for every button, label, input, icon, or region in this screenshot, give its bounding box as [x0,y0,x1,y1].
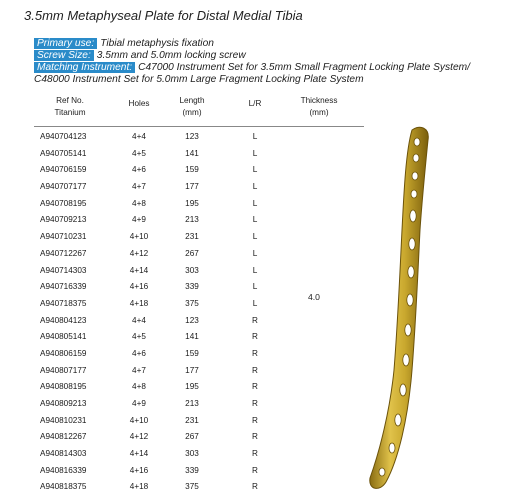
lr-cell: R [252,382,258,392]
holes-cell: 4+5 [132,148,146,158]
ref-cell: A940810231 [40,415,87,425]
length-cell: 195 [185,382,199,392]
length-cell: 123 [185,132,199,141]
table-row [34,179,364,196]
ref-cell: A940709213 [40,215,87,225]
table-row [34,229,364,246]
holes-cell: 4+10 [129,232,149,242]
holes-cell: 4+14 [129,265,149,275]
ref-cell: A940707177 [40,182,87,192]
plate-body [370,127,428,488]
holes-cell: 4+4 [132,315,146,325]
length-cell: 195 [185,198,199,208]
holes-cell: 4+7 [132,365,146,375]
table-row [34,246,364,263]
ref-cell: A940806159 [40,348,87,358]
lr-cell: R [252,332,258,342]
length-cell: 267 [185,248,199,258]
lr-cell: L [252,232,258,242]
lr-cell: R [252,465,258,475]
holes-cell: 4+18 [129,298,149,308]
lr-cell: L [252,298,258,308]
holes-cell: 4+6 [132,165,146,175]
length-cell: 141 [185,332,199,342]
lr-cell: R [252,348,258,358]
header-ref-line2: Titanium [54,108,86,117]
matching-instrument-text-2: C48000 Instrument Set for 5.0mm Large Fragment Locking Plate System [34,74,364,85]
plate-illustration [360,120,480,495]
holes-cell: 4+16 [129,282,149,292]
length-cell: 303 [185,265,199,275]
length-cell: 339 [185,465,199,475]
ref-cell: A940704123 [40,132,87,141]
table-row [34,212,364,229]
ref-cell: A940818375 [40,482,87,492]
holes-cell: 4+8 [132,198,146,208]
table-row [34,446,364,463]
holes-cell: 4+9 [132,215,146,225]
table-row [34,313,364,330]
plate-image [360,120,480,495]
table-row [34,396,364,413]
ref-cell: A940706159 [40,165,87,175]
header-length-line1: Length [179,96,205,105]
header-ref-no [34,95,106,119]
screw-size-tag: Screw Size: [34,50,94,61]
table-row [34,263,364,280]
lr-cell: L [252,215,258,225]
ref-cell: A940705141 [40,148,87,158]
length-cell: 231 [185,232,199,242]
ref-cell: A940816339 [40,465,87,475]
holes-cell: 4+16 [129,465,149,475]
ref-cell: A940716339 [40,282,87,292]
table-row [34,429,364,446]
holes-cell: 4+18 [129,482,149,492]
lr-cell: L [252,248,258,258]
header-lr: L/R [248,99,262,108]
holes-cell: 4+12 [129,248,149,258]
lr-cell: L [252,282,258,292]
lr-cell: L [252,265,258,275]
table-row [34,379,364,396]
ref-cell: A940712267 [40,248,87,258]
matching-instrument-text: C47000 Instrument Set for 3.5mm Small Fragment Locking Plate System/ [138,62,470,73]
length-cell: 267 [185,432,199,442]
page-title: 3.5mm Metaphyseal Plate for Distal Medial Tibia [24,8,303,23]
table-row [34,196,364,213]
length-cell: 177 [185,182,199,192]
length-cell: 303 [185,449,199,459]
header-thickness [284,95,354,119]
table-body [34,129,364,496]
length-cell: 375 [185,298,199,308]
lr-cell: L [252,198,258,208]
ref-cell: A940710231 [40,232,87,242]
ref-cell: A940812267 [40,432,87,442]
ref-cell: A940809213 [40,399,87,408]
ref-cell: A940807177 [40,365,87,375]
table-row [34,346,364,363]
lr-cell: R [252,415,258,425]
holes-cell: 4+12 [129,432,149,442]
primary-use-tag: Primary use: [34,38,97,49]
lr-cell: R [252,365,258,375]
length-cell: 123 [185,315,199,325]
length-cell: 159 [185,348,199,358]
ref-cell: A940814303 [40,449,87,459]
ref-cell: A940708195 [40,198,87,208]
lr-cell: R [252,432,258,442]
ref-cell: A940804123 [40,315,87,325]
holes-cell: 4+7 [132,182,146,192]
ref-cell: A940805141 [40,332,87,342]
length-cell: 213 [185,399,199,408]
holes-cell: 4+14 [129,449,149,459]
holes-cell: 4+8 [132,382,146,392]
length-cell: 231 [185,415,199,425]
header-length [172,95,212,119]
screw-size-text: 3.5mm and 5.0mm locking screw [96,50,246,61]
header-thickness-line2: (mm) [309,108,329,117]
holes-cell: 4+6 [132,348,146,358]
length-cell: 213 [185,215,199,225]
ref-cell: A940714303 [40,265,87,275]
lr-cell: R [252,315,258,325]
header-divider [34,126,364,127]
lr-cell: L [252,148,258,158]
lr-cell: R [252,449,258,459]
lr-cell: L [252,165,258,175]
screw-size-line [34,50,246,61]
table-row [34,329,364,346]
primary-use-line [34,38,214,49]
holes-cell: 4+10 [129,415,149,425]
holes-cell: 4+4 [132,132,146,141]
length-cell: 141 [185,148,199,158]
lr-cell: R [252,399,258,408]
table-row [34,162,364,179]
header-length-line2: (mm) [182,108,202,117]
header-holes: Holes [128,99,150,108]
ref-cell: A940718375 [40,298,87,308]
holes-cell: 4+9 [132,399,146,408]
lr-cell: R [252,482,258,492]
length-cell: 159 [185,165,199,175]
table-row [34,413,364,430]
table-row [34,129,364,146]
lr-cell: L [252,182,258,192]
thickness-value: 4.0 [308,292,320,302]
matching-instrument-line-2 [34,74,364,85]
table-row [34,463,364,480]
holes-cell: 4+5 [132,332,146,342]
primary-use-text: Tibial metaphysis fixation [100,38,214,49]
matching-instrument-tag: Matching Instrument: [34,62,135,73]
length-cell: 375 [185,482,199,492]
table-header [34,95,364,125]
table-row [34,146,364,163]
matching-instrument-line [34,62,470,73]
length-cell: 177 [185,365,199,375]
header-thickness-line1: Thickness [300,96,338,105]
ref-cell: A940808195 [40,382,87,392]
length-cell: 339 [185,282,199,292]
table-row [34,363,364,380]
header-ref-line1: Ref No. [56,96,84,105]
table-row [34,479,364,496]
lr-cell: L [252,132,258,141]
